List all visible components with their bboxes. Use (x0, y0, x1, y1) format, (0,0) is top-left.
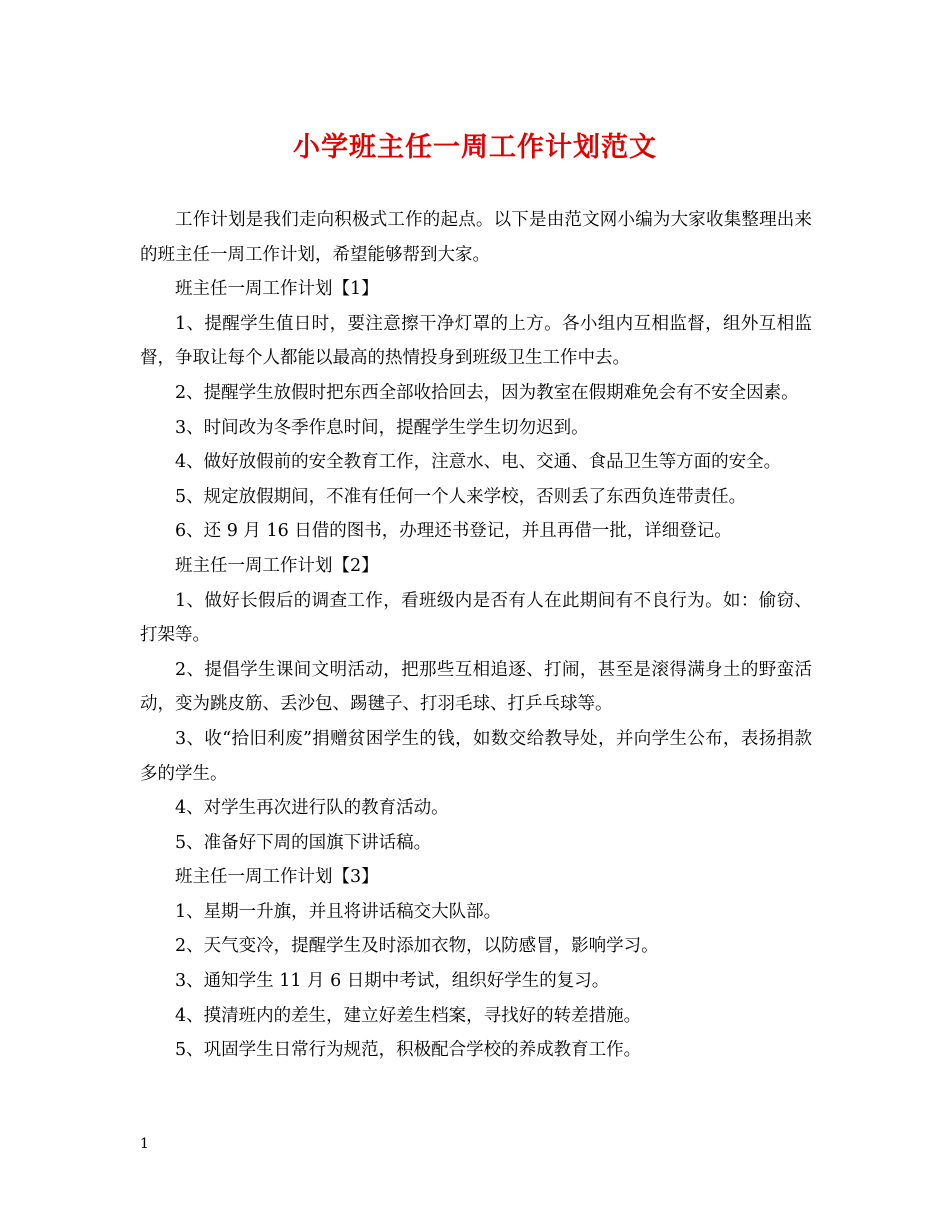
plan3-item-5: 5、巩固学生日常行为规范，积极配合学校的养成教育工作。 (175, 1040, 642, 1061)
document-title: 小学班主任一周工作计划范文 (293, 132, 657, 163)
plan1-item-3: 3、时间改为冬季作息时间，提醒学生学生切勿迟到。 (175, 417, 589, 438)
section-heading-3: 班主任一周工作计划【3】 (175, 867, 379, 888)
plan3-item-1: 1、星期一升旗，并且将讲话稿交大队部。 (175, 901, 502, 922)
plan2-item-3: 3、收“拾旧利废”捐赠贫困学生的钱，如数交给教导处，并向学生公布，表扬捐款多的学生。 (140, 728, 812, 784)
plan1-item-6: 6、还 9 月 16 日借的图书，办理还书登记，并且再借一批，详细登记。 (175, 521, 732, 542)
plan3-item-2: 2、天气变冷，提醒学生及时添加衣物，以防感冒，影响学习。 (175, 936, 659, 957)
document-body (140, 203, 812, 1068)
plan1-item-5: 5、规定放假期间，不准有任何一个人来学校，否则丢了东西负连带责任。 (175, 486, 747, 507)
intro-paragraph: 工作计划是我们走向积极式工作的起点。以下是由范文网小编为大家收集整理出来的班主任一周工作计划，希望能够帮到大家。 (140, 210, 812, 265)
plan1-item-4: 4、做好放假前的安全教育工作，注意水、电、交通、食品卫生等方面的安全。 (175, 452, 782, 473)
plan2-item-5: 5、准备好下周的国旗下讲话稿。 (175, 832, 432, 853)
section-heading-1: 班主任一周工作计划【1】 (175, 279, 379, 300)
plan2-item-2: 2、提倡学生课间文明活动，把那些互相追逐、打闹，甚至是滚得满身土的野蛮活动，变为跳皮筋、丢沙包、踢毽子、打羽毛球、打乒乓球等。 (140, 659, 812, 715)
plan3-item-4: 4、摸清班内的差生，建立好差生档案，寻找好的转差措施。 (175, 1005, 642, 1026)
plan2-item-1: 1、做好长假后的调查工作，看班级内是否有人在此期间有不良行为。如：偷窃、打架等。 (140, 590, 812, 646)
plan1-item-2: 2、提醒学生放假时把东西全部收拾回去，因为教室在假期难免会有不安全因素。 (175, 382, 799, 403)
plan3-item-3: 3、通知学生 11 月 6 日期中考试，组织好学生的复习。 (175, 971, 610, 992)
plan2-item-4: 4、对学生再次进行队的教育活动。 (175, 798, 449, 819)
page-number: 1 (140, 1136, 149, 1152)
plan1-item-1: 1、提醒学生值日时，要注意擦干净灯罩的上方。各小组内互相监督，组外互相监督，争取让每个人都能以最高的热情投身到班级卫生工作中去。 (140, 313, 812, 369)
section-heading-2: 班主任一周工作计划【2】 (175, 555, 379, 576)
